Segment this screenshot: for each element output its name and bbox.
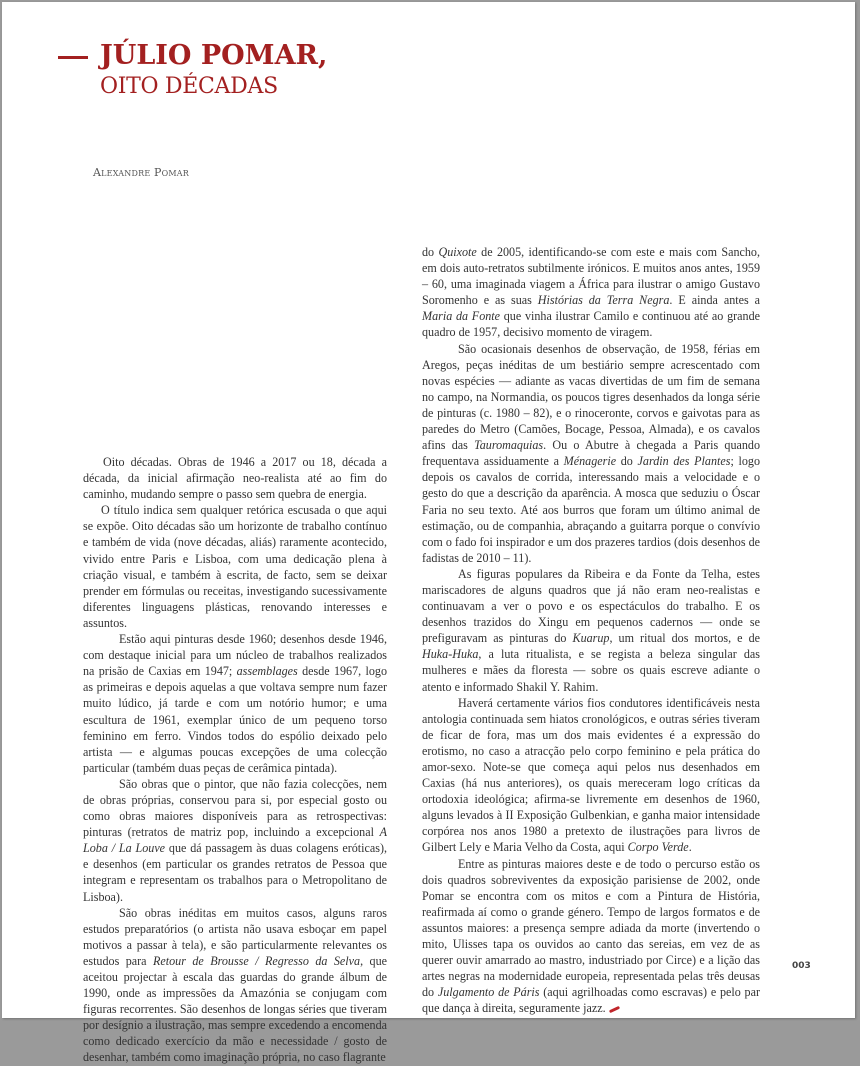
paragraph: Entre as pinturas maiores deste e de todo o percurso estão os dois quadros sobreviventes da exposição parisiense de 2002, onde Pomar se encontra com os mitos e com a Pintura de História, reafirmada aí como o grande género. Tempo de largos formatos e de assuntos maiores: a presença sempre adiada da morte (invertendo o mito, Ulisses tapa os ouvidos ao canto das sereias, em vez de as querer ouvir amarrado ao mastro, industriado por Circe) e a lição das artes negras na modernidade europeia, representada pelas três deusas do Julgamento de Páris (aqui agrilhoadas como escravas) e pelo par que dança à direita, seguramente jazz. (422, 856, 760, 1016)
author-name: Alexandre Pomar (93, 166, 190, 179)
paragraph: As figuras populares da Ribeira e da Fonte da Telha, estes mariscadores de alguns quadros que já não eram neo-realistas e continuavam a ver o povo e os espectáculos do trabalho. E os desenhos trazidos do Xingu em pequenos cadernos — onde se prefiguravam as pinturas do Kuarup, um ritual dos mortos, e de Huka-Huka, a luta ritualista, e se regista a beleza singular das mulheres e mães da floresta — sobre os quais escreve adiante o atento e informado Shakil Y. Rahim. (422, 566, 760, 694)
left-text-column (83, 454, 387, 1066)
paragraph: O título indica sem qualquer retórica escusada o que aqui se expõe. Oito décadas são um horizonte de trabalho contínuo e também de vida (nove décadas, aliás) raramente acontecido, vivido entre Paris e Lisboa, com uma dedicação plena à criação visual, e também à escrita, de facto, sem se deixar prender em fórmulas ou receitas, investigando sucessivamente diferentes linguagens plásticas, renovando interesses e assuntos. (83, 503, 387, 630)
paragraph: São obras inéditas em muitos casos, alguns raros estudos preparatórios (o artista não usava esboçar em papel motivos a passar à tela), e são particularmente relevantes os estudos para Retour de Brousse / Regresso da Selva, que aceitou projectar à escala das guardas do grande álbum de 1990, onde as impressões da Amazónia se conjugam com figuras recorrentes. São desenhos de longas séries que tiveram por desígnio a ilustração, mas sempre excedendo a encomenda como dedicado exercício da mão e necessidade / gosto de desenhar, também como imaginação própria, no caso flagrante (83, 905, 387, 1065)
paragraph: São obras que o pintor, que não fazia colecções, nem de obras próprias, conservou para si, por especial gosto ou como obras maiores disponíveis para as retrospectivas: pinturas (retratos de matriz pop, incluindo a excepcional A Loba / La Louve que dá passagem às duas colagens eróticas), e desenhos (em particular os grandes retratos de Pessoa que integram e representam os trabalhos para o Metropolitano de Lisboa). (83, 776, 387, 904)
page-subtitle: OITO DÉCADAS (100, 74, 278, 99)
page-title: JÚLIO POMAR, (100, 40, 328, 71)
paragraph: Oito décadas. Obras de 1946 a 2017 ou 18, década a década, da inicial afirmação neo-realista até ao fim do caminho, mudando sempre o passo sem quebra de energia. (83, 455, 387, 502)
page-number: 003 (792, 961, 811, 971)
right-text-column (422, 244, 760, 1017)
paragraph: São ocasionais desenhos de observação, de 1958, férias em Aregos, peças inéditas de um bestiário sempre acrescentado com novas espécies — adiante as vacas divertidas de um fim de semana no campo, na Normandia, os poucos tigres desenhados da longa série de pinturas (c. 1980 – 82), e o rinoceronte, corvos e gaivotas para as paredes do Metro (Camões, Bocage, Pessoa, Almada), e os cavalos afins das Tauromaquias. Ou o Abutre à chegada a Paris quando frequentava assiduamente a Ménagerie do Jardin des Plantes; logo depois os cavalos de corrida, interessando mais a velocidade e o gesto do que a descrição da aparência. A mosca que seduziu o Óscar Faria no seu texto. Até aos burros que foram um último animal de estimação, ou de companhia, abraçando a guitarra porque o convívio com o fado foi inspirador e um dos prazeres tardios (dois desenhos de fadistas de 2010 – 11). (422, 341, 761, 565)
end-mark-icon (609, 1006, 620, 1013)
title-dash (58, 56, 88, 59)
paragraph: Haverá certamente vários fios condutores identificáveis nesta antologia continuada sem hiatos cronológicos, e outras séries tiveram de ficar de fora, mas um dos mais evidentes é a expressão do erotismo, no caso a atracção pelo corpo feminino e pela prática do amor-sexo. Note-se que começa aqui pelos nus desenhados em Caxias (há nus anteriores), os quais mereceram logo críticas da ortodoxia ideológica; afirma-se livremente em desenhos de 1960, alguns levados à II Exposição Gulbenkian, e ganha maior intensidade corpórea nos anos 1980 a pretexto de ilustrações para livros de Gilbert Lely e Maria Velho da Costa, aqui Corpo Verde. (422, 695, 760, 855)
paragraph: do Quixote de 2005, identificando-se com este e mais com Sancho, em dois auto-retratos subtilmente irónicos. E muitos anos antes, 1959 – 60, uma imaginada viagem a África para ilustrar o amigo Gustavo Soromenho e as suas Histórias da Terra Negra. E ainda antes a Maria da Fonte que vinha ilustrar Camilo e continuou até ao grande quadro de 1957, decisivo momento de viragem. (422, 245, 760, 340)
paragraph: Estão aqui pinturas desde 1960; desenhos desde 1946, com destaque inicial para um núcleo de trabalhos realizados na prisão de Caxias em 1947; assemblages desde 1967, logo as primeiras e depois aquelas a que voltava sempre num fazer muito lúdico, já tarde e com um notório humor; e uma escultura de 1961, exemplar único de um pequeno torso feminino em ferro. Vindos todos do espólio deixado pelo artista — e algumas poucas excepções de uma colecção particular (também duas peças de cerâmica pintada). (83, 632, 387, 775)
document-page (2, 2, 855, 1065)
